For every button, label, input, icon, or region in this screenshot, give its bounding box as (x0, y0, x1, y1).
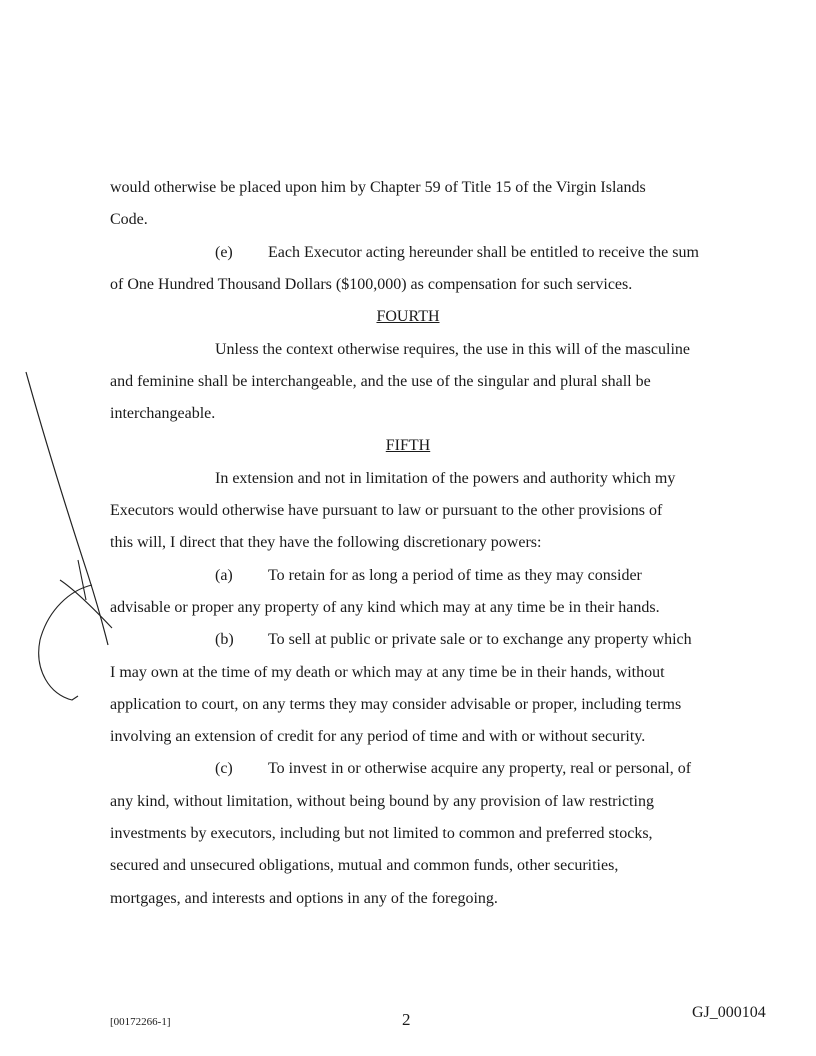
text-line: involving an extension of credit for any period of time and with or without security. (110, 728, 646, 746)
item-text: To sell at public or private sale or to exchange any property which (268, 631, 692, 649)
text-line: Code. (110, 211, 148, 229)
text-line: investments by executors, including but not limited to common and preferred stocks, (110, 825, 653, 842)
item-text: Each Executor acting hereunder shall be entitled to receive the sum (268, 243, 699, 261)
text-line: this will, I direct that they have the following discretionary powers: (110, 534, 542, 552)
text-line: interchangeable. (110, 405, 216, 423)
text-line: secured and unsecured obligations, mutual and common funds, other securities, (110, 857, 619, 875)
item-text: To retain for as long a period of time as they may consider (268, 566, 642, 584)
list-item (215, 759, 691, 779)
text-line: would otherwise be placed upon him by Chapter 59 of Title 15 of the Virgin Islands (110, 179, 646, 196)
text-line: Executors would otherwise have pursuant to law or pursuant to the other provisions of (110, 502, 663, 519)
item-label: (a) (215, 566, 233, 584)
list-item (215, 566, 642, 586)
text-line: Unless the context otherwise requires, the use in this will of the masculine (215, 340, 690, 358)
text-line: mortgages, and interests and options in any of the foregoing. (110, 889, 498, 907)
text-line: advisable or proper any property of any kind which may at any time be in their hands. (110, 598, 660, 616)
handwritten-signature-icon (0, 0, 140, 720)
list-item (215, 243, 699, 263)
text-line: I may own at the time of my death or which may at any time be in their hands, without (110, 663, 665, 681)
text-line: application to court, on any terms they may consider advisable or proper, including terms (110, 695, 682, 713)
section-heading: FOURTH (376, 308, 440, 326)
text-line: and feminine shall be interchangeable, and the use of the singular and plural shall be (110, 372, 651, 390)
item-label: (b) (215, 631, 234, 649)
bates-number: GJ_000104 (692, 1004, 766, 1021)
text-line: any kind, without limitation, without being bound by any provision of law restricting (110, 792, 654, 810)
page-number: 2 (402, 1010, 411, 1029)
item-label: (e) (215, 243, 233, 261)
item-label: (c) (215, 760, 233, 778)
item-text: To invest in or otherwise acquire any property, real or personal, of (268, 760, 692, 778)
text-line: In extension and not in limitation of the powers and authority which my (215, 469, 676, 487)
list-item (215, 630, 692, 650)
text-line: of One Hundred Thousand Dollars ($100,000) as compensation for such services. (110, 275, 633, 293)
document-id: [00172266-1] (110, 1016, 171, 1028)
section-heading: FIFTH (385, 437, 431, 455)
